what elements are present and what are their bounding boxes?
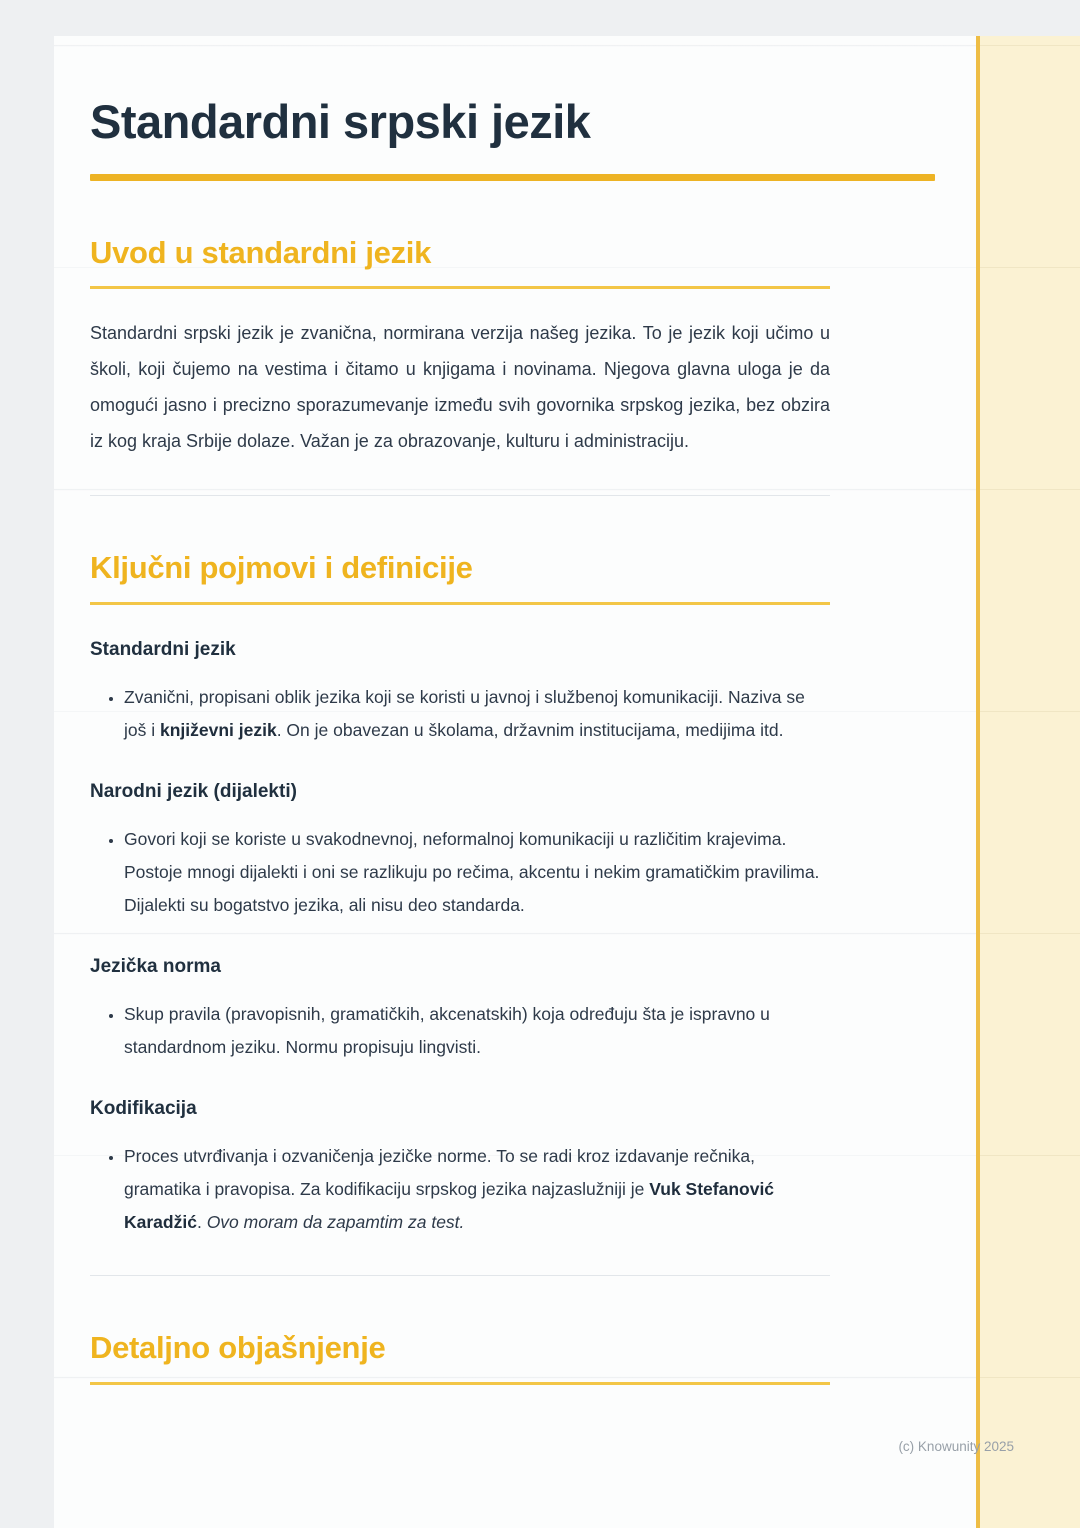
text-segment: Zvanični, propisani oblik jezika koji se koristi u javnoj i službenoj komunikaciji. Naziva se još i [124, 686, 805, 740]
bullet-item [124, 681, 830, 747]
note-sheet [54, 36, 1080, 1528]
text-segment: Skup pravila (pravopisnih, gramatičkih, akcenatskih) koja određuju šta je ispravno u standardnom jeziku. Normu propisuju lingvisti. [124, 1003, 770, 1057]
section-intro [90, 235, 830, 460]
key-terms-heading: Ključni pojmovi i definicije [90, 550, 473, 586]
term-bullets [90, 681, 830, 747]
section-key-terms [90, 550, 830, 1239]
text-segment: Govori koji se koriste u svakodnevnoj, neformalnoj komunikaciji u različitim krajevima. Postoje mnogi dijalekti i oni se razlikuju po rečima, akcentu i nekim gramatičkim pravilima. Dijalekti su bogatstvo jezika, ali nisu deo standarda. [124, 828, 820, 915]
text-segment: . On je obavezan u školama, državnim institucijama, medijima itd. [276, 719, 784, 740]
term-title-standardni-jezik: Standardni jezik [90, 638, 236, 660]
side-margin-strip [976, 36, 1080, 1528]
term-bullets [90, 998, 830, 1064]
section-detail [90, 1330, 830, 1385]
bullet-item [124, 1140, 830, 1239]
text-segment: . [196, 1211, 207, 1232]
detail-heading: Detaljno objašnjenje [90, 1329, 386, 1365]
intro-heading: Uvod u standardni jezik [90, 234, 432, 270]
term-title-narodni-jezik: Narodni jezik (dijalekti) [90, 780, 297, 802]
section-divider [90, 495, 830, 496]
heading-underline [90, 286, 830, 289]
bullet-item [124, 998, 830, 1064]
term-bullets [90, 1140, 830, 1239]
bullet-item [124, 823, 830, 922]
text-segment: Proces utvrđivanja i ozvaničenja jezičke norme. To se radi kroz izdavanje rečnika, gramatika i pravopisa. Za kodifikaciju srpskog jezika najzaslužniji je [124, 1145, 755, 1199]
term-title-kodifikacija: Kodifikacija [90, 1097, 197, 1119]
title-underline-bar [90, 174, 935, 181]
note-content [90, 36, 830, 1385]
text-segment-bold: Vuk Stefanović Karadžić [124, 1178, 775, 1232]
section-divider [90, 1275, 830, 1276]
intro-paragraph: Standardni srpski jezik je zvanična, normirana verzija našeg jezika. To je jezik koji učimo u školi, koji čujemo na vestima i čitamo u knjigama i novinama. Njegova glavna uloga je da omogući jasno i precizno sporazumevanje između svih govornika srpskog jezika, bez obzira iz kog kraja Srbije dolaze. Važan je za obrazovanje, kulturu i administraciju. [90, 323, 830, 452]
text-segment-bold: književni jezik [159, 719, 277, 740]
copyright-note: (c) Knowunity 2025 [898, 1439, 1014, 1454]
page-title: Standardni srpski jezik [90, 95, 591, 148]
text-segment-italic: Ovo moram da zapamtim za test. [206, 1211, 465, 1232]
term-bullets [90, 823, 830, 922]
heading-underline [90, 602, 830, 605]
heading-underline [90, 1382, 830, 1385]
term-title-jezicka-norma: Jezička norma [90, 955, 221, 977]
